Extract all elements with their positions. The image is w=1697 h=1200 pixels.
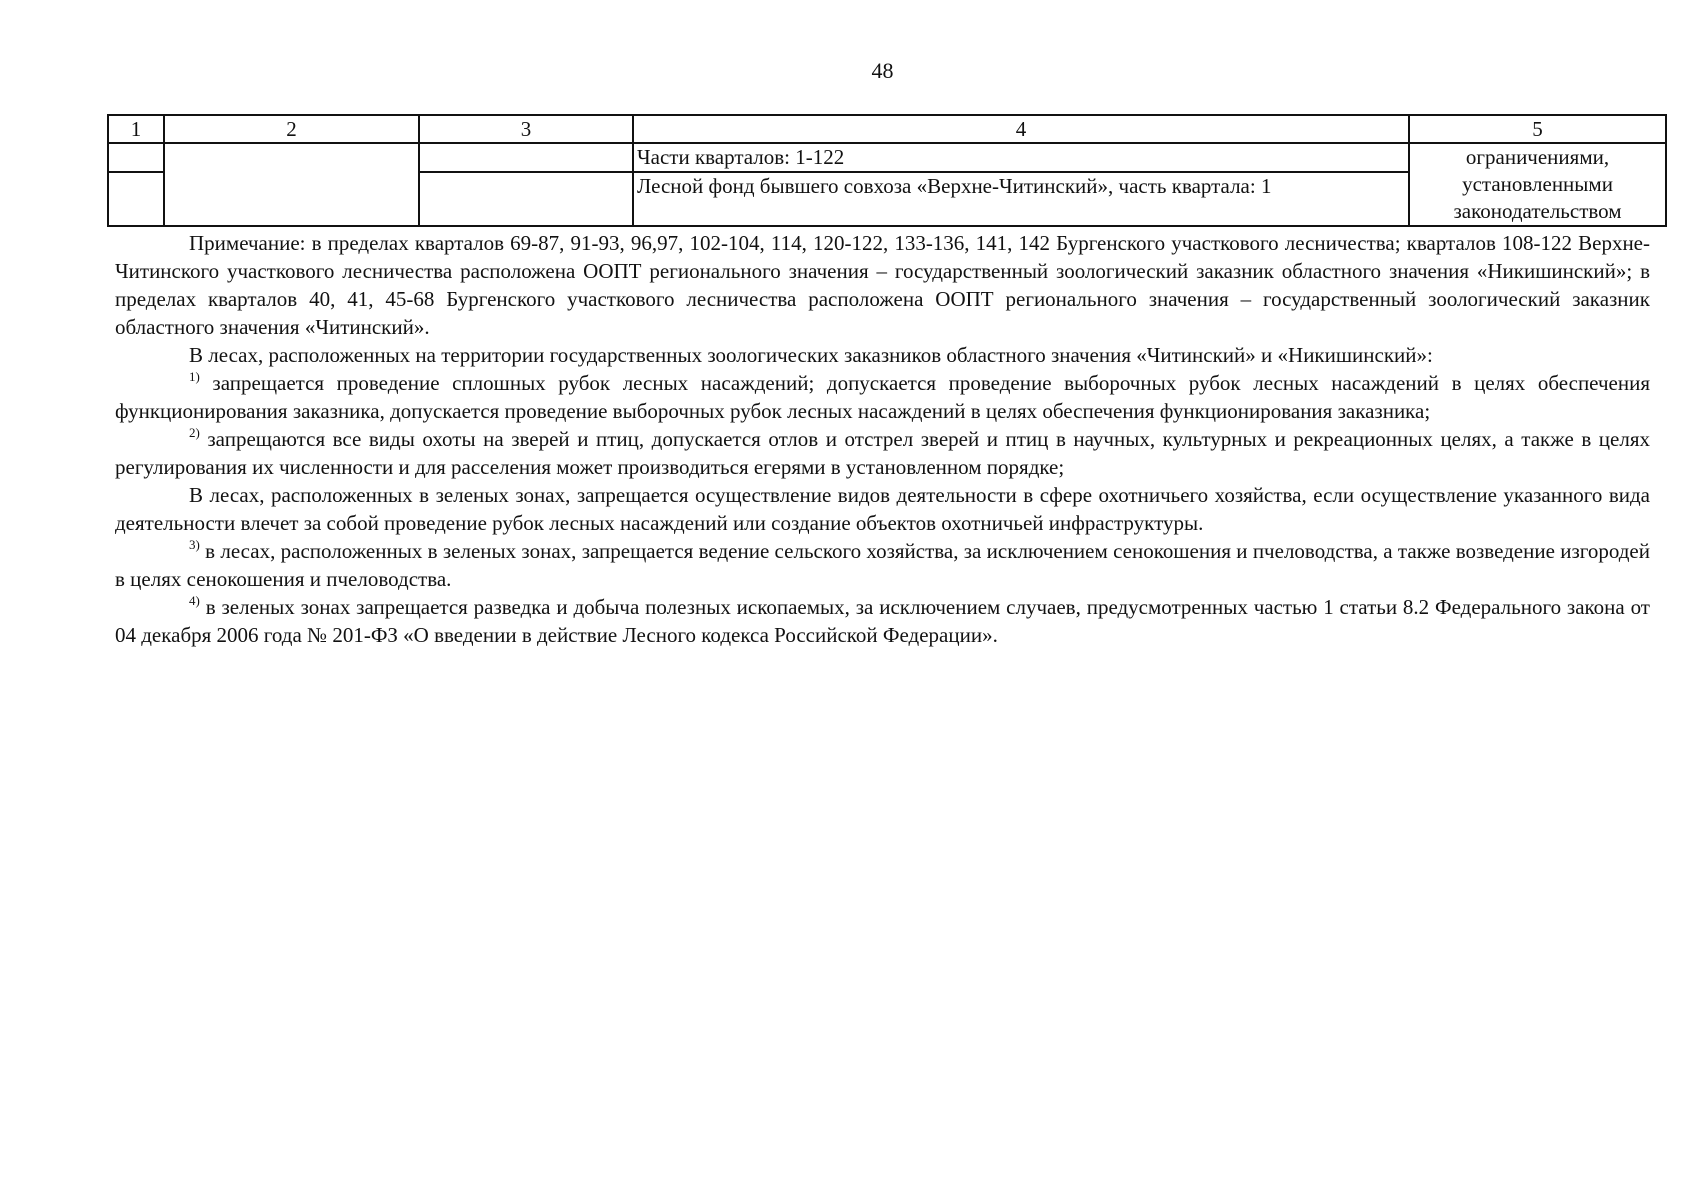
table-cell-forest-fund: Лесной фонд бывшего совхоза «Верхне-Читинский», часть квартала: 1 — [633, 172, 1409, 226]
note-paragraph — [115, 425, 1650, 481]
table-cell-restrictions — [1409, 143, 1666, 226]
table-cell-empty — [164, 143, 419, 226]
note-paragraph — [115, 369, 1650, 425]
note-text: запрещаются все виды охоты на зверей и птиц, допускается отлов и отстрел зверей и птиц в научных, культурных и рекреационных целях, а также в целях регулирования их численности и для расселения может производиться егерями в установленном порядке; — [115, 427, 1650, 479]
table-cell-empty — [419, 143, 633, 172]
note-paragraph — [115, 593, 1650, 649]
footnote-marker: 1) — [189, 369, 200, 384]
restrictions-line-3: законодательством — [1453, 199, 1622, 223]
note-paragraph: В лесах, расположенных в зеленых зонах, запрещается осуществление видов деятельности в сфере охотничьего хозяйства, если осуществление указанного вида деятельности влечет за собой проведение рубок лесных насаждений или создание объектов охотничьей инфраструктуры. — [115, 483, 1650, 535]
header-cell-5: 5 — [1409, 115, 1666, 143]
note-paragraph: Примечание: в пределах кварталов 69-87, 91-93, 96,97, 102-104, 114, 120-122, 133-136, 141, 142 Бургенского участкового лесничества; кварталов 108-122 Верхне-Читинского участкового лесничества расположена ООПТ регионального значения – государственный зоологический заказник областного значения «Никишинский»; в пределах кварталов 40, 41, 45-68 Бургенского участкового лесничества расположена ООПТ регионального значения – государственный зоологический заказник областного значения «Читинский». — [115, 231, 1650, 339]
header-cell-4: 4 — [633, 115, 1409, 143]
note-text: в лесах, расположенных в зеленых зонах, запрещается ведение сельского хозяйства, за исключением сенокошения и пчеловодства, а также возведение изгородей в целях сенокошения и пчеловодства. — [115, 539, 1650, 591]
table-row — [108, 143, 1666, 172]
note-text: запрещается проведение сплошных рубок лесных насаждений; допускается проведение выборочных рубок лесных насаждений в целях обеспечения функционирования заказника, допускается проведение выборочных рубок лесных насаждений в целях обеспечения функционирования заказника; — [115, 371, 1650, 423]
table-header-row — [108, 115, 1666, 143]
table-cell-empty — [108, 172, 164, 226]
restrictions-line-2: установленными — [1462, 172, 1613, 196]
table-cell-empty — [419, 172, 633, 226]
table-cell-empty — [108, 143, 164, 172]
notes-section — [115, 229, 1650, 649]
header-cell-2: 2 — [164, 115, 419, 143]
footnote-marker: 4) — [189, 593, 200, 608]
note-paragraph — [115, 537, 1650, 593]
note-text: в зеленых зонах запрещается разведка и добыча полезных ископаемых, за исключением случаев, предусмотренных частью 1 статьи 8.2 Федерального закона от 04 декабря 2006 года № 201-ФЗ «О введении в действие Лесного кодекса Российской Федерации». — [115, 595, 1650, 647]
restrictions-line-1: ограничениями, — [1465, 145, 1610, 169]
header-cell-1: 1 — [108, 115, 164, 143]
data-table — [107, 114, 1667, 227]
header-cell-3: 3 — [419, 115, 633, 143]
footnote-marker: 2) — [189, 425, 200, 440]
note-paragraph: В лесах, расположенных на территории государственных зоологических заказников областного значения «Читинский» и «Никишинский»: — [189, 343, 1433, 367]
page-number: 48 — [871, 58, 894, 83]
footnote-marker: 3) — [189, 537, 200, 552]
table-cell-quarters: Части кварталов: 1-122 — [633, 143, 1409, 172]
